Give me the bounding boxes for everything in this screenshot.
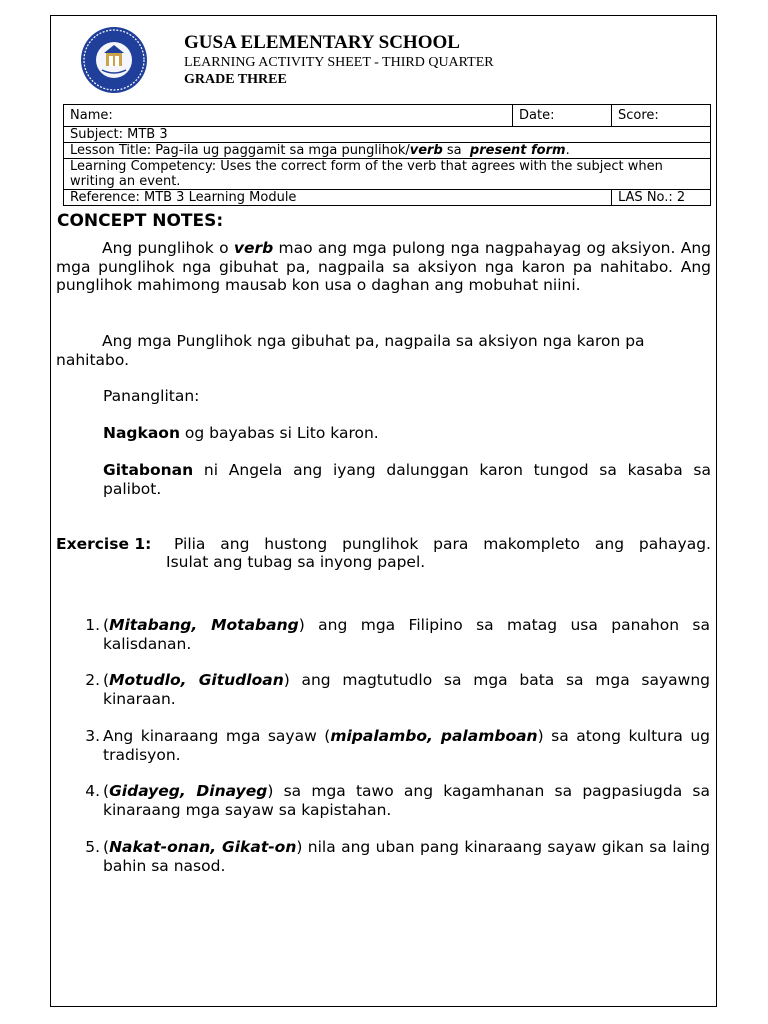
- exercise-item-prefix: Ang kinaraang mga sayaw (: [103, 727, 331, 745]
- exercise-item-number: 5.: [85, 838, 100, 856]
- example-2-verb: Gitabonan: [103, 461, 194, 479]
- example-1-rest: og bayabas si Lito karon.: [179, 424, 379, 442]
- exercise-item: [103, 616, 710, 653]
- score-label: Score:: [618, 108, 659, 123]
- exercise-instruction-2: Isulat ang tubag sa inyong papel.: [166, 553, 426, 571]
- lesson-mid: sa: [442, 143, 470, 158]
- exercise-item-number: 1.: [85, 616, 100, 634]
- exercise-item-choices: Motudlo, Gitudloan: [109, 671, 284, 689]
- las-title: LEARNING ACTIVITY SHEET - THIRD QUARTER: [184, 55, 494, 70]
- name-field[interactable]: [64, 105, 513, 127]
- grade-level: GRADE THREE: [184, 72, 287, 87]
- school-seal-logo: [80, 26, 148, 94]
- exercise-item-prefix: (: [103, 838, 110, 856]
- concept-p1-post: mao ang mga pulong nga nagpahayag og aksiyon. Ang mga punglihok nga gibuhat pa, nagpaila sa aksiyon nga karon pa nahitabo. Ang punglihok mahimong mausab kon usa o daghan ang mobuhat niini.: [56, 239, 711, 294]
- lesson-end: .: [565, 143, 570, 158]
- exercise-item-text: ) ang magtutudlo sa mga bata sa mga sayawng kinaraan.: [103, 671, 710, 708]
- exercise-item: [103, 782, 710, 819]
- date-label: Date:: [519, 108, 555, 123]
- exercise-item-number: 2.: [85, 671, 100, 689]
- exercise-item-text: ) nila ang uban pang kinaraang sayaw gikan sa laing bahin sa nasod.: [103, 838, 710, 875]
- exercise-item-text: ) ang mga Filipino sa matag usa panahon sa kalisdanan.: [103, 616, 710, 653]
- example-1-verb: Nagkaon: [103, 424, 180, 442]
- score-field[interactable]: [612, 105, 711, 127]
- exercise-item-prefix: (: [103, 616, 110, 634]
- exercise-item-number: 3.: [85, 727, 100, 745]
- exercise-item-choices: Mitabang, Motabang: [109, 616, 299, 634]
- info-table: [63, 104, 711, 206]
- example-sentence-1: [103, 424, 379, 443]
- las-number-cell: LAS No.: 2: [612, 190, 711, 206]
- concept-p1-pre: Ang punglihok o: [102, 239, 234, 257]
- concept-notes-title: CONCEPT NOTES:: [57, 211, 224, 231]
- concept-p1-verb: verb: [233, 239, 274, 257]
- exercise-label: Exercise 1:: [56, 535, 152, 553]
- example-label: Pananglitan:: [103, 387, 200, 405]
- exercise-item-prefix: (: [103, 782, 110, 800]
- subject-cell: Subject: MTB 3: [64, 127, 711, 143]
- reference-cell: Reference: MTB 3 Learning Module: [64, 190, 612, 206]
- example-sentence-2: [103, 461, 711, 498]
- exercise-item-choices: Nakat-onan, Gikat-on: [109, 838, 297, 856]
- lesson-prefix: Lesson Title: Pag-ila ug paggamit sa mga punglihok/: [70, 143, 410, 158]
- concept-paragraph-2: Ang mga Punglihok nga gibuhat pa, nagpaila sa aksiyon nga karon pa nahitabo.: [56, 332, 645, 369]
- exercise-item: [103, 671, 710, 708]
- date-field[interactable]: [513, 105, 612, 127]
- exercise-instruction-1: Pilia ang hustong punglihok para makompleto ang pahayag.: [174, 535, 711, 553]
- exercise-item-choices: Gidayeg, Dinayeg: [109, 782, 268, 800]
- exercise-item-text: ) sa atong kultura ug tradisyon.: [103, 727, 711, 764]
- exercise-item-number: 4.: [85, 782, 100, 800]
- name-label: Name:: [70, 108, 113, 123]
- concept-paragraph-1: [56, 239, 711, 295]
- exercise-item-choices: mipalambo, palamboan: [330, 727, 538, 745]
- lesson-verb: verb: [409, 143, 443, 158]
- lesson-title-cell: [64, 143, 711, 159]
- competency-cell: Learning Competency: Uses the correct form of the verb that agrees with the subject when writing an event.: [64, 159, 711, 190]
- example-2-rest: ni Angela ang iyang dalunggan karon tungod sa kasaba sa palibot.: [103, 461, 711, 498]
- exercise-item: [103, 838, 710, 875]
- school-name: GUSA ELEMENTARY SCHOOL: [184, 32, 460, 53]
- lesson-form: present form: [469, 143, 566, 158]
- exercise-item: [103, 727, 710, 764]
- exercise-item-prefix: (: [103, 671, 110, 689]
- exercise-item-text: ) sa mga tawo ang kagamhanan sa pagpasiugda sa kinaraang mga sayaw sa kapistahan.: [103, 782, 710, 819]
